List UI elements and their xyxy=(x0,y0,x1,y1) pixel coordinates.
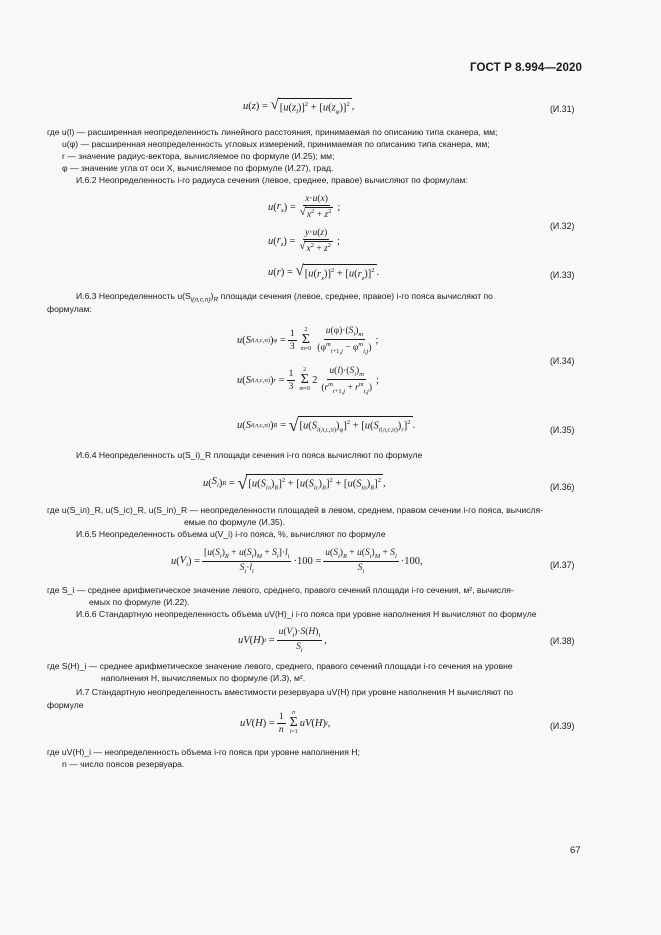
where-clause: где u(l) — расширенная неопределенность линейного расстояния, принимаемая по описанию типа сканера, мм; xyxy=(47,127,498,137)
paragraph-i7-cont: формуле xyxy=(47,700,84,710)
equation-i31: u ( z ) = √ $[u(z_l)]^2 + [u(z_\varphi)]^2$ , xyxy=(243,97,355,116)
document-code-header: ГОСТ Р 8.994—2020 xyxy=(470,62,582,74)
paragraph-i7: И.7 Стандартную неопределенность вместимости резервуара uV(H) при уровне наполнения H вычисляют по xyxy=(76,687,514,697)
equation-number: (И.37) xyxy=(550,560,575,570)
equation-i32b: u ( $r_z$ ) = y·u(z) √ $x^2 + z^2$ ; xyxy=(268,228,340,255)
where-clause: φ — значение угла от оси X, вычисляемое по формуле (И.27), град. xyxy=(62,163,334,173)
equation-number: (И.34) xyxy=(550,356,575,366)
equation-number: (И.39) xyxy=(550,721,575,731)
equation-i38: uV ( H ) i = $\frac{u(V_i)\cdot S(H)_i}{S_i}$ , xyxy=(238,627,327,654)
where-clause: емых по формуле (И.22). xyxy=(89,597,190,607)
equation-i37: u ( $V_i$ ) = $\frac{[u(S_i)_R + u(S_i)_M + S_i]\cdot l_i}{S_i\cdot l_i}$ ·100 = $\frac{u(S_i)_R + u(S_i)_M + S_i}{S_i}$ ·100, xyxy=(171,548,423,575)
where-clause: где S(H)_i — среднее арифметическое значение левого, среднего, правого сечений площади i-го сечения на уровне xyxy=(47,661,513,671)
equation-i36: u ( $S_i$ ) R = √ $[u(S_{iл})_R]^2 + [u(S_{iс})_R]^2 + [u(S_{iп})_R]^2$ , xyxy=(203,473,386,493)
equation-number: (И.36) xyxy=(550,482,575,492)
where-clause: r — значение радиус-вектора, вычисляемое по формуле (И.25); мм; xyxy=(62,151,335,161)
equation-i39: uV ( H ) = $\frac{1}{n}$ n Σ i=1 uV ( H ) i , xyxy=(240,710,331,735)
equation-i34b: u ( S i(л,с,п) ) r = $\frac{1}{3}$ 2 Σ m=0 2 $\frac{u(l)\cdot(S_i)_m}{(r^m_{i+1,j} + r^m_{i,j})}$ ; xyxy=(237,366,379,395)
where-clause: где u(S_iл)_R, u(S_iс)_R, u(S_iп)_R — неопределенности площадей в левом, среднем, правом сечении i-го пояса, вычисля- xyxy=(47,505,544,515)
equation-number: (И.35) xyxy=(550,425,575,435)
page-number: 67 xyxy=(570,845,581,856)
paragraph-i63: И.6.3 Неопределенность $u(S_{i(л,с,п)})_R$ площади сечения (левое, среднее, правое) i-го пояса вычисляют по xyxy=(76,291,493,304)
equation-number: (И.38) xyxy=(550,636,575,646)
where-clause: u(φ) — расширенная неопределенность угловых измерений, принимаемая по описанию типа сканера, мм; xyxy=(62,139,490,149)
equation-number: (И.31) xyxy=(550,104,575,114)
paragraph-i63-cont: формулам: xyxy=(47,304,92,314)
equation-i32a: u ( $r_x$ ) = x·u(x) √ $x^2 + z^2$ ; xyxy=(268,194,341,221)
equation-number: (И.33) xyxy=(550,270,575,280)
where-clause: где S_i — среднее арифметическое значение левого, среднего, правого сечений площади i-го сечения, м², вычисля- xyxy=(47,585,514,595)
where-clause: n — число поясов резервуара. xyxy=(62,759,185,769)
where-clause: наполнения H, вычисляемых по формуле (И.3), м². xyxy=(101,673,306,683)
where-clause: емые по формуле (И.35). xyxy=(184,517,286,527)
paragraph-i62: И.6.2 Неопределенность i-го радиуса сечения (левое, среднее, правое) вычисляют по формулам: xyxy=(76,175,468,185)
paragraph-i66: И.6.6 Стандартную неопределенность объема uV(H)_i i-го пояса при уровне наполнения H вычисляют по формуле xyxy=(76,609,537,619)
equation-i34a: u ( S i(л,с,п) ) φ = $\frac{1}{3}$ 2 Σ m=0 $\frac{u(\varphi)\cdot(S_i)_m}{(\varphi^m_{i+1,j} - \varphi^m_{i,j})}$ ; xyxy=(237,326,379,355)
where-clause: где uV(H)_i — неопределенность объема i-го пояса при уровне наполнения H; xyxy=(47,747,360,757)
equation-i35: u ( S i(л,с,п) ) R = √ $[u(S_{i(л,с,п)})_\varphi]^2 + [u(S_{i(л,с,п)})_r]^2$ . xyxy=(237,415,416,435)
equation-i33: u ( r ) = √ $[u(r_x)]^2 + [u(r_z)]^2$ . xyxy=(268,263,380,282)
equation-number: (И.32) xyxy=(550,221,575,231)
paragraph-i65: И.6.5 Неопределенность объема u(V_i) i-го пояса, %, вычисляют по формуле xyxy=(76,529,386,539)
paragraph-i64: И.6.4 Неопределенность u(S_i)_R площади сечения i-го пояса вычисляют по формуле xyxy=(76,450,423,460)
